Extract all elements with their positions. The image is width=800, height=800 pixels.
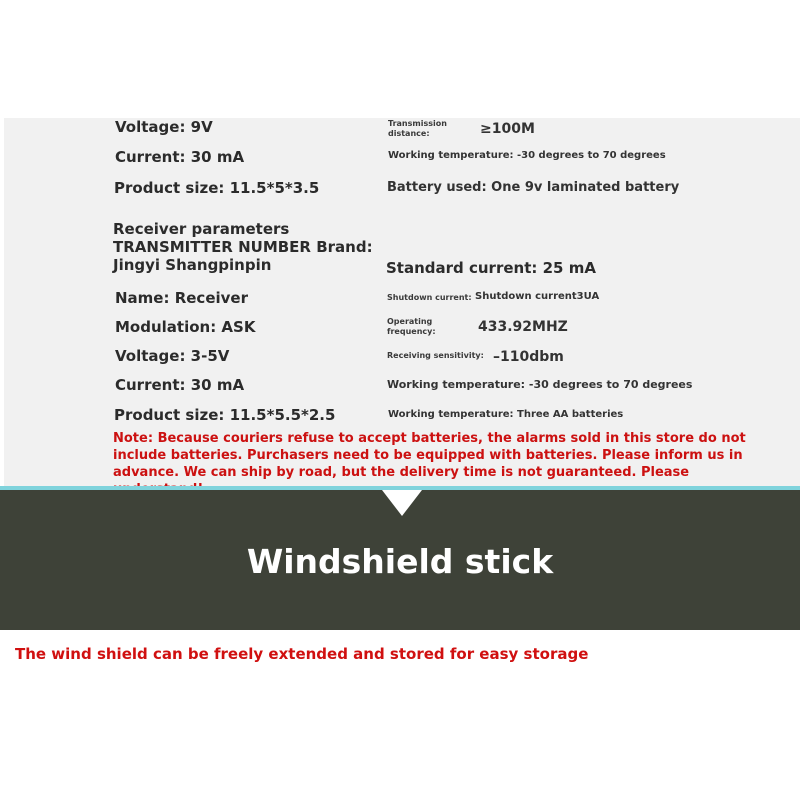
transmitter-size: Product size: 11.5*5*3.5 [114, 179, 320, 197]
transmission-distance-value: ≥100M [480, 121, 535, 137]
receiving-sensitivity-value: –110dbm [493, 349, 564, 365]
receiver-size: Product size: 11.5*5.5*2.5 [114, 406, 336, 424]
operating-frequency-label-1: Operating [387, 317, 433, 326]
note-line-2: include batteries. Purchasers need to be equipped with batteries. Please inform us in [113, 448, 743, 463]
shutdown-current-value: Shutdown current3UA [475, 291, 600, 302]
banner-notch-arrow [382, 490, 422, 516]
transmitter-current: Current: 30 mA [115, 148, 245, 166]
transmission-distance-label-1: Transmission [388, 119, 447, 128]
transmitter-battery: Battery used: One 9v laminated battery [387, 180, 680, 195]
receiver-header-1: Receiver parameters [113, 220, 290, 238]
receiver-name: Name: Receiver [115, 289, 248, 307]
operating-frequency-label-2: frequency: [387, 327, 436, 336]
receiver-modulation: Modulation: ASK [115, 318, 256, 336]
receiver-voltage: Voltage: 3-5V [115, 347, 230, 365]
shutdown-current-label: Shutdown current: [387, 293, 472, 302]
operating-frequency-value: 433.92MHZ [478, 319, 568, 335]
transmitter-voltage: Voltage: 9V [115, 118, 213, 136]
note-line-1: Note: Because couriers refuse to accept batteries, the alarms sold in this store do not [113, 431, 746, 446]
receiver-working-temp: Working temperature: -30 degrees to 70 degrees [387, 378, 693, 391]
transmission-distance-label-2: distance: [388, 129, 430, 138]
note-line-3: advance. We can ship by road, but the delivery time is not guaranteed. Please [113, 465, 690, 480]
receiver-current: Current: 30 mA [115, 376, 245, 394]
receiving-sensitivity-label: Receiving sensitivity: [387, 351, 484, 360]
receiver-standard-current: Standard current: 25 mA [386, 259, 596, 277]
windshield-caption: The wind shield can be freely extended and stored for easy storage [15, 645, 589, 663]
receiver-header-2: TRANSMITTER NUMBER Brand: [113, 238, 373, 256]
transmitter-working-temp: Working temperature: -30 degrees to 70 degrees [388, 150, 666, 161]
receiver-battery: Working temperature: Three AA batteries [388, 409, 624, 420]
banner-title: Windshield stick [246, 542, 554, 581]
receiver-header-3: Jingyi Shangpinpin [113, 256, 272, 274]
